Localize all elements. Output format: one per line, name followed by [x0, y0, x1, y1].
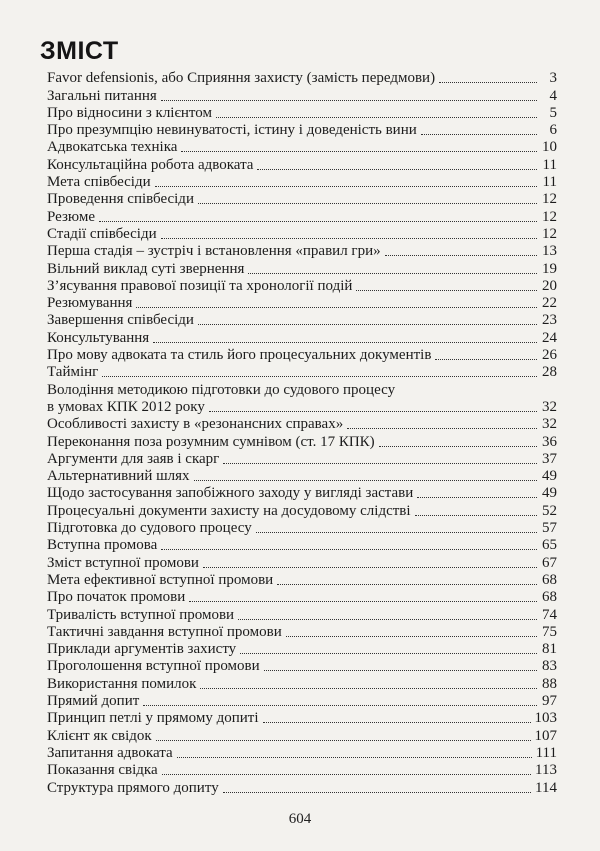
dot-leader: [162, 774, 531, 775]
dot-leader: [286, 636, 537, 637]
toc-entry: [47, 157, 557, 174]
toc-entry: [47, 364, 557, 381]
toc-entry: [47, 278, 557, 295]
dot-leader: [143, 705, 537, 706]
dot-leader: [194, 480, 537, 481]
toc-entry: [47, 710, 557, 727]
toc-entry-page: 11: [542, 156, 557, 173]
toc-entry: [47, 226, 557, 243]
toc-entry: [47, 330, 557, 347]
toc-entry-page: 12: [542, 225, 557, 242]
toc-entry: [47, 727, 557, 744]
dot-leader: [256, 532, 537, 533]
toc-entry-page: 28: [542, 364, 557, 381]
dot-leader: [347, 428, 537, 429]
dot-leader: [200, 688, 537, 689]
dot-leader: [153, 342, 537, 343]
toc-entry-page: 13: [542, 243, 557, 260]
toc-entry: [47, 468, 557, 485]
toc-entry-title: Проведення співбесіди: [47, 191, 194, 208]
toc-entry-title: Структура прямого допиту: [47, 779, 219, 796]
toc-entry: [47, 416, 557, 433]
toc-entry-title: Завершення співбесіди: [47, 312, 194, 329]
toc-entry-title: Мета співбесіди: [47, 174, 151, 191]
toc-entry-title: Про початок промови: [47, 589, 186, 606]
toc-entry-title: Показання свідка: [47, 762, 158, 779]
toc-entry-title: Клієнт як свідок: [47, 727, 152, 744]
toc-entry-page: 22: [542, 295, 557, 312]
toc-entry-title: Особливості захисту в «резонансних справах»: [47, 416, 344, 433]
dot-leader: [99, 221, 537, 222]
toc-entry-page: 88: [542, 675, 557, 692]
dot-leader: [161, 549, 537, 550]
toc-entry-page: 67: [542, 554, 557, 571]
toc-entry: [47, 312, 557, 329]
toc-entry: [47, 208, 557, 225]
toc-entry-title: Favor defensionis, або Сприяння захисту (замість передмови): [47, 70, 436, 87]
toc-entry: [47, 243, 557, 260]
toc-entry-title: Альтернативний шлях: [47, 468, 190, 485]
toc-entry-page: 49: [542, 485, 557, 502]
toc-entry-title: Мета ефективної вступної промови: [47, 571, 274, 588]
toc-entry: [47, 693, 557, 710]
toc-entry-title: Проголошення вступної промови: [47, 658, 260, 675]
dot-leader: [435, 359, 537, 360]
toc-entry-page: 103: [534, 710, 557, 727]
toc-entry-page: 36: [542, 433, 557, 450]
toc-entry-title: Адвокатська техніка: [47, 139, 178, 156]
toc-entry-page: 97: [542, 693, 557, 710]
toc-entry-page: 113: [535, 762, 557, 779]
dot-leader: [277, 584, 537, 585]
toc-entry-page: 37: [542, 450, 557, 467]
toc-entry-page: 52: [542, 502, 557, 519]
dot-leader: [102, 376, 537, 377]
toc-entry: [47, 381, 557, 398]
toc-entry: [47, 606, 557, 623]
toc-entry-title: Використання помилок: [47, 675, 197, 692]
toc-entry-page: 26: [542, 347, 557, 364]
toc-entry-title: Запитання адвоката: [47, 744, 173, 761]
toc-entry-page: 11: [542, 174, 557, 191]
toc-entry-page: 114: [535, 779, 557, 796]
page-title: ЗМІСТ: [40, 37, 119, 65]
toc-entry-title: Стадії співбесіди: [47, 225, 157, 242]
toc-entry-title: Перша стадія – зустріч і встановлення «правил гри»: [47, 243, 381, 260]
toc-entry: [47, 554, 557, 571]
toc-entry: [47, 520, 557, 537]
dot-leader: [161, 238, 537, 239]
dot-leader: [223, 463, 537, 464]
dot-leader: [198, 324, 537, 325]
toc-entry-title: в умовах КПК 2012 року: [47, 398, 205, 415]
toc-entry: [47, 745, 557, 762]
toc-entry-page: 12: [542, 208, 557, 225]
dot-leader: [415, 515, 537, 516]
toc-entry: [47, 105, 557, 122]
dot-leader: [136, 307, 537, 308]
toc-entry-page: 107: [534, 727, 557, 744]
toc-entry-page: 65: [542, 537, 557, 554]
toc-entry-title: Тактичні завдання вступної промови: [47, 623, 282, 640]
toc-entry-page: 5: [549, 104, 557, 121]
dot-leader: [209, 411, 537, 412]
toc-entry-page: 32: [542, 416, 557, 433]
toc-entry-title: Принцип петлі у прямому допиті: [47, 710, 259, 727]
toc-entry-page: 19: [542, 260, 557, 277]
dot-leader: [161, 100, 537, 101]
toc-entry-page: 74: [542, 606, 557, 623]
toc-entry-title: Переконання поза розумним сумнівом (ст. 17 КПК): [47, 433, 375, 450]
toc-entry-page: 75: [542, 623, 557, 640]
toc-entry: [47, 658, 557, 675]
toc-entry: [47, 260, 557, 277]
toc-entry: [47, 347, 557, 364]
dot-leader: [156, 740, 531, 741]
toc-entry-title: Консультаційна робота адвоката: [47, 156, 254, 173]
toc-entry-title: Підготовка до судового процесу: [47, 520, 252, 537]
toc-entry-title: Приклади аргументів захисту: [47, 641, 237, 658]
dot-leader: [356, 290, 537, 291]
dot-leader: [155, 186, 537, 187]
toc-entry: [47, 537, 557, 554]
toc-entry-title: Зміст вступної промови: [47, 554, 199, 571]
toc-entry-page: 111: [535, 744, 557, 761]
dot-leader: [216, 117, 537, 118]
toc-entry-page: 23: [542, 312, 557, 329]
toc-entry: [47, 295, 557, 312]
dot-leader: [385, 255, 537, 256]
toc-entry: [47, 503, 557, 520]
toc-entry-title: Таймінг: [47, 364, 99, 381]
toc-entry: [47, 70, 557, 87]
dot-leader: [439, 82, 537, 83]
toc-entry: [47, 589, 557, 606]
toc-entry-page: 83: [542, 658, 557, 675]
toc-entry: [47, 485, 557, 502]
dot-leader: [263, 722, 531, 723]
toc-entry: [47, 779, 557, 796]
toc-entry-page: 20: [542, 277, 557, 294]
toc-entry-title: Аргументи для заяв і скарг: [47, 450, 220, 467]
dot-leader: [177, 757, 532, 758]
dot-leader: [264, 670, 537, 671]
toc-entry-page: 49: [542, 468, 557, 485]
toc-entry-page: 68: [542, 571, 557, 588]
toc-entry-title: Резюме: [47, 208, 96, 225]
toc-entry: [47, 762, 557, 779]
toc-entry-page: 4: [549, 87, 557, 104]
toc-entry-page: 12: [542, 191, 557, 208]
toc-entry-title: Про відносини з клієнтом: [47, 104, 212, 121]
toc-entry: [47, 451, 557, 468]
toc-entry-title: Процесуальні документи захисту на досудовому слідстві: [47, 502, 411, 519]
toc-entry-page: 68: [542, 589, 557, 606]
toc-entry: [47, 191, 557, 208]
toc-entry-page: 24: [542, 329, 557, 346]
dot-leader: [240, 653, 537, 654]
toc-entry-page: 81: [542, 641, 557, 658]
toc-entry-title: Володіння методикою підготовки до судового процесу: [47, 381, 396, 398]
dot-leader: [238, 619, 537, 620]
dot-leader: [203, 567, 537, 568]
toc-entry: [47, 399, 557, 416]
dot-leader: [421, 134, 537, 135]
toc-entry-title: Про презумпцію невинуватості, істину і доведеність вини: [47, 122, 417, 139]
toc-entry-title: Вільний виклад суті звернення: [47, 260, 245, 277]
dot-leader: [417, 497, 537, 498]
toc-entry: [47, 87, 557, 104]
toc-entry: [47, 433, 557, 450]
toc-entry-title: З’ясування правової позиції та хронології подій: [47, 277, 353, 294]
toc-entry: [47, 174, 557, 191]
dot-leader: [223, 792, 531, 793]
toc-entry-title: Вступна промова: [47, 537, 158, 554]
dot-leader: [198, 203, 537, 204]
toc-entry-title: Резюмування: [47, 295, 133, 312]
dot-leader: [248, 273, 537, 274]
toc-entry: [47, 641, 557, 658]
toc-entry: [47, 122, 557, 139]
toc-entry-page: 32: [542, 398, 557, 415]
toc-entry-title: Консультування: [47, 329, 150, 346]
page-number: 604: [288, 811, 312, 827]
dot-leader: [189, 601, 537, 602]
toc-entry-page: 6: [549, 122, 557, 139]
toc-entry-title: Про мову адвоката та стиль його процесуальних документів: [47, 347, 432, 364]
toc-entry-page: 10: [542, 139, 557, 156]
toc-entry-page: 57: [542, 520, 557, 537]
toc-entry-title: Прямий допит: [47, 693, 140, 710]
toc-entry: [47, 624, 557, 641]
toc-entry-page: 3: [549, 70, 557, 87]
dot-leader: [379, 446, 537, 447]
dot-leader: [181, 151, 537, 152]
dot-leader: [257, 169, 537, 170]
toc-entry: [47, 676, 557, 693]
toc-entry: [47, 572, 557, 589]
toc-entry-title: Тривалість вступної промови: [47, 606, 235, 623]
toc-entry-title: Загальні питання: [47, 87, 157, 104]
toc-entry-title: Щодо застосування запобіжного заходу у вигляді застави: [47, 485, 414, 502]
toc-entry: [47, 139, 557, 156]
